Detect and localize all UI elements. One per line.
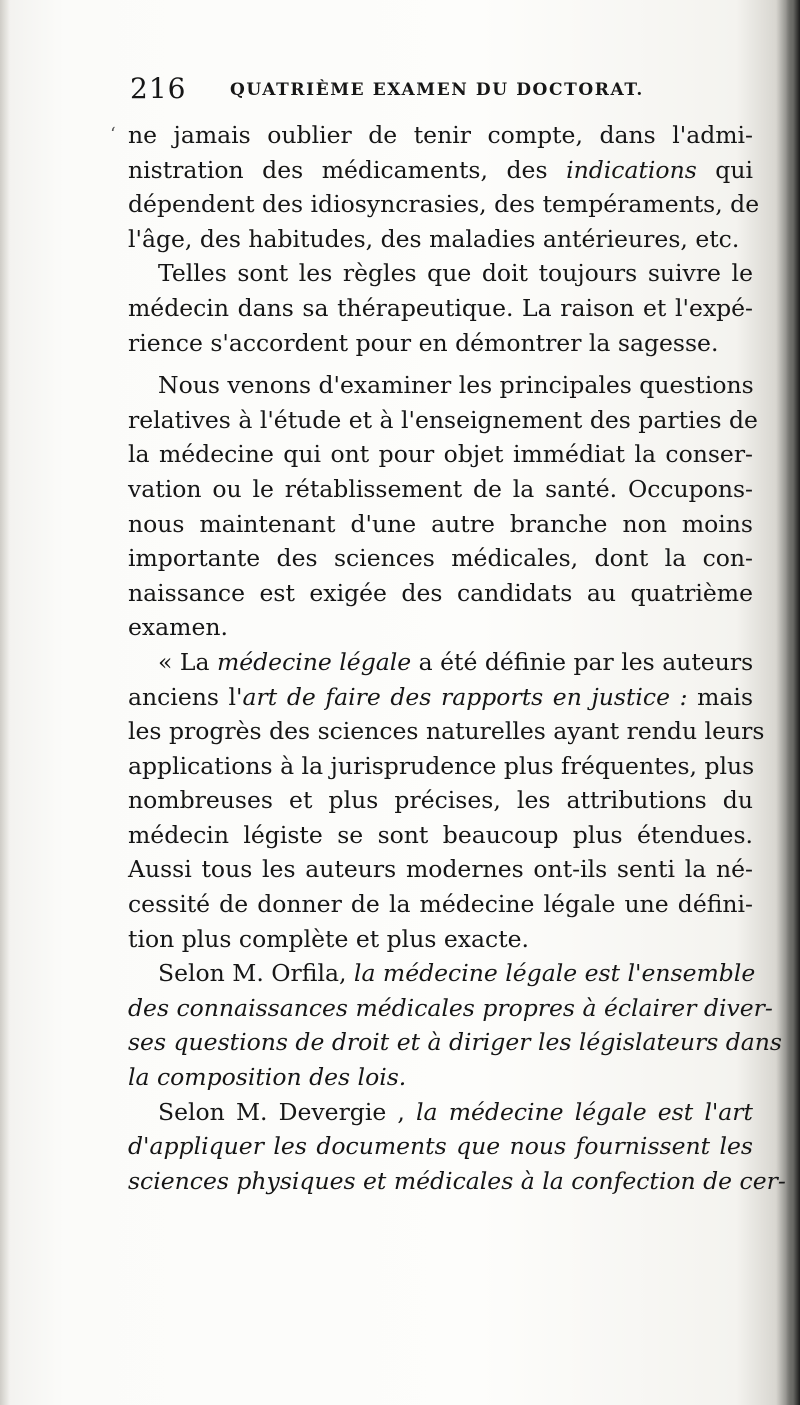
line-text: mais (687, 682, 753, 711)
page-edge-shadow (786, 0, 800, 1405)
text-line (128, 818, 753, 853)
line-text: rience s'accordent pour en démontrer la sagesse. (128, 328, 719, 357)
text-line (128, 1129, 753, 1164)
line-text: Selon M. Orfila, (158, 959, 354, 988)
text-line (128, 326, 753, 361)
body-text (110, 118, 786, 1198)
text-line (128, 749, 753, 784)
text-line (128, 403, 758, 438)
line-text: tion plus complète et plus exacte. (128, 924, 530, 953)
text-line (128, 680, 753, 715)
italic-definition: la composition des lois. (128, 1063, 407, 1092)
text-line (128, 153, 753, 188)
line-text: nistration des médicaments, des (128, 155, 567, 184)
italic-definition: la médecine légale est l'ensemble (353, 959, 756, 988)
text-line (128, 714, 765, 749)
line-text: anciens l' (128, 682, 243, 711)
line-text: Nous venons d'examiner les principales questions (158, 371, 754, 400)
line-text: qui (696, 155, 754, 184)
line-text: la médecine qui ont pour objet immédiat la conser- (128, 440, 753, 469)
text-line (128, 887, 753, 922)
text-line (128, 852, 753, 887)
paragraph-start (128, 956, 756, 991)
line-text: médecin dans sa thérapeutique. La raison et l'expé- (128, 293, 753, 322)
line-text: cessité de donner de la médecine légale une défini- (128, 890, 753, 919)
running-head (130, 72, 750, 108)
text-line (128, 1164, 786, 1199)
text-line (110, 118, 753, 153)
text-line (128, 222, 753, 257)
line-text: nous maintenant d'une autre branche non moins (128, 509, 753, 538)
paragraph-start (128, 645, 753, 680)
text-line (128, 922, 753, 957)
text-line (128, 1025, 782, 1060)
line-text: Telles sont les règles que doit toujours suivre le (158, 259, 753, 288)
line-text: Aussi tous les auteurs modernes ont-ils senti la né- (128, 855, 753, 884)
line-text: médecin légiste se sont beaucoup plus étendues. (128, 820, 753, 849)
line-text: relatives à l'étude et à l'enseignement des parties de (128, 405, 758, 434)
text-line (128, 1060, 753, 1095)
line-text: importante des sciences médicales, dont la con- (128, 544, 753, 573)
line-text: applications à la jurisprudence plus fréquentes, plus (128, 751, 755, 780)
paragraph-start (128, 368, 753, 403)
text-line (128, 437, 753, 472)
line-text: « La (158, 647, 217, 676)
line-text: les progrès des sciences naturelles ayant rendu leurs (128, 717, 765, 746)
page-number: 216 (130, 72, 187, 105)
italic-term: médecine légale (216, 647, 412, 676)
paragraph-start (128, 1095, 753, 1130)
line-text: Selon M. Devergie , (158, 1097, 417, 1126)
italic-definition: des connaissances médicales propres à éclairer diver- (128, 993, 773, 1022)
text-line (128, 991, 773, 1026)
italic-phrase: art de faire des rapports en justice : (242, 682, 688, 711)
text-line (128, 783, 753, 818)
paragraph-start (128, 256, 753, 291)
line-text: vation ou le rétablissement de la santé. Occupons- (128, 474, 753, 503)
line-text: nombreuses et plus précises, les attributions du (128, 786, 753, 815)
margin-mark: ‘ (110, 124, 116, 145)
italic-definition: ses questions de droit et à diriger les législateurs dans (128, 1028, 782, 1057)
text-line (128, 576, 753, 611)
line-text: naissance est exigée des candidats au quatrième (128, 578, 753, 607)
italic-definition: sciences physiques et médicales à la confection de cer- (128, 1166, 786, 1195)
page-gutter-shadow (0, 0, 10, 1405)
line-text: dépendent des idiosyncrasies, des tempéraments, de (128, 190, 760, 219)
text-line (128, 187, 760, 222)
text-line (128, 291, 753, 326)
italic-definition: la médecine légale est l'art (416, 1097, 753, 1126)
running-head-title: QUATRIÈME EXAMEN DU DOCTORAT. (230, 80, 644, 100)
text-line (128, 472, 753, 507)
line-text: ne jamais oublier de tenir compte, dans l'admi- (128, 121, 753, 149)
text-line (128, 507, 753, 542)
line-text: examen. (128, 613, 228, 642)
line-text: l'âge, des habitudes, des maladies antérieures, etc. (128, 224, 740, 253)
italic-term: indications (566, 155, 697, 184)
line-text: a été définie par les auteurs (411, 647, 754, 676)
text-line (128, 541, 753, 576)
text-line (128, 610, 753, 645)
italic-definition: d'appliquer les documents que nous fournissent les (128, 1132, 753, 1161)
